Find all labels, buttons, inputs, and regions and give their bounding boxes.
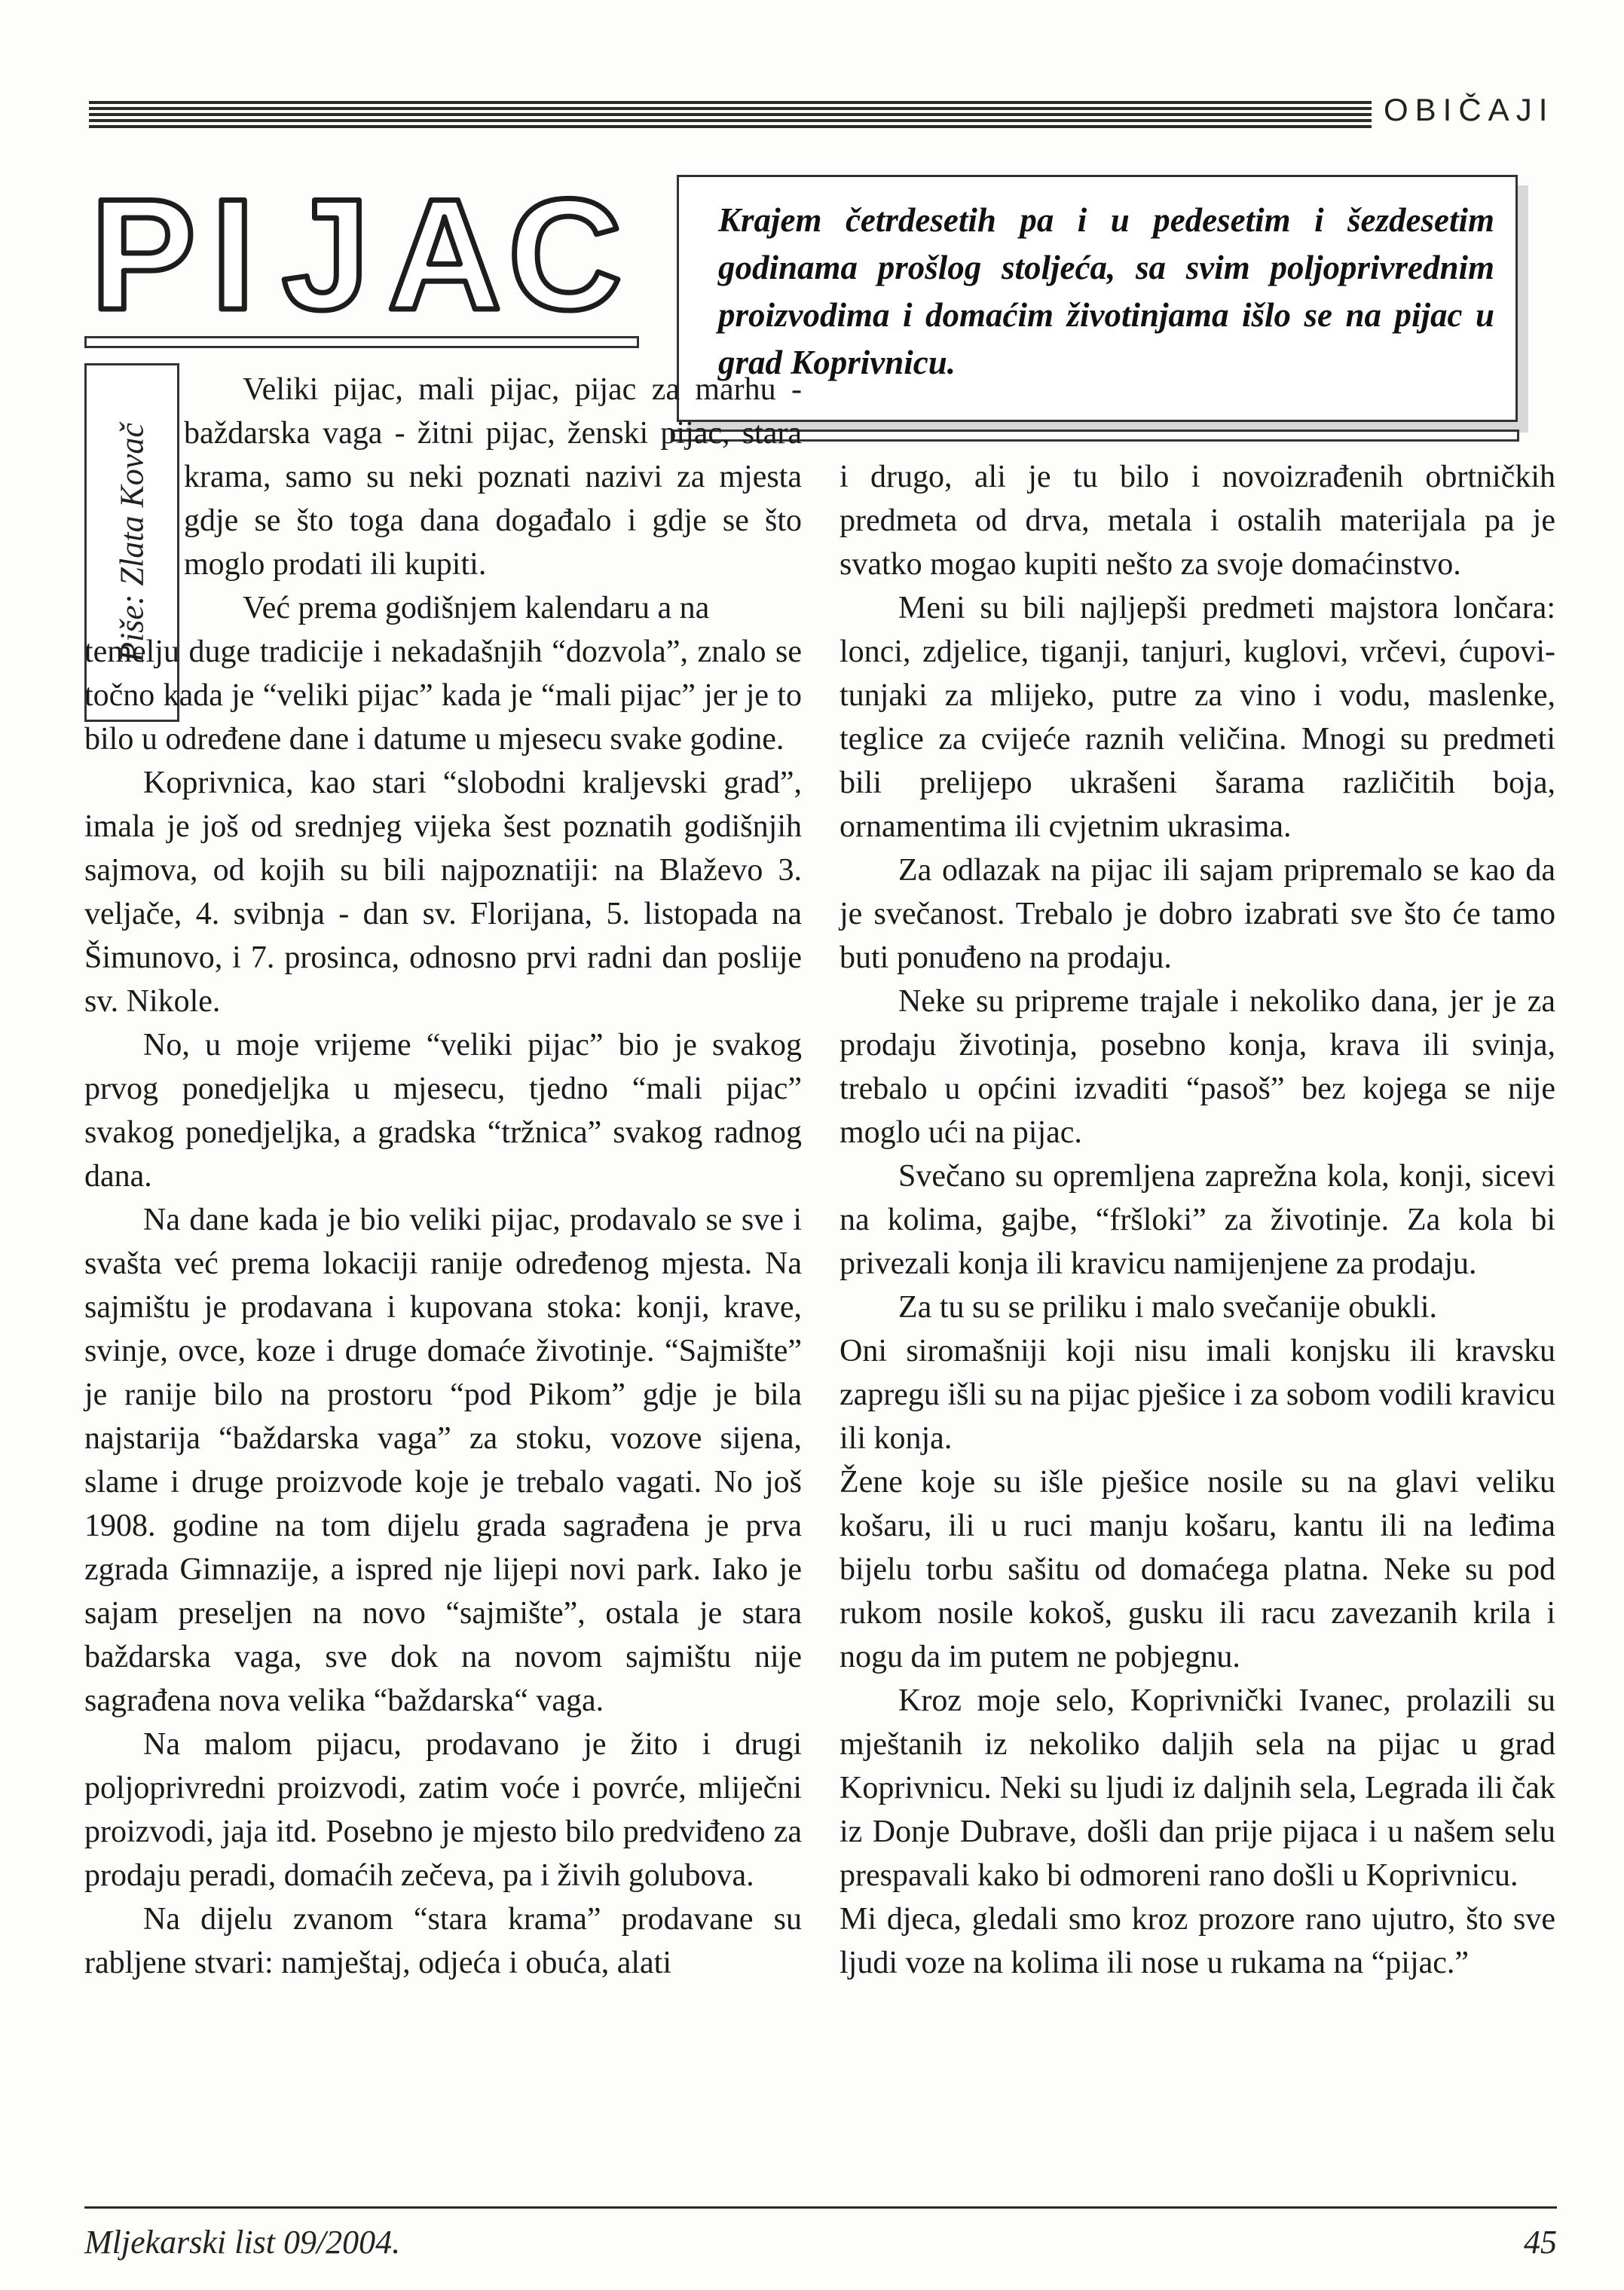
header-rule bbox=[89, 101, 1372, 128]
article-title bbox=[84, 158, 642, 336]
paragraph: Neke su pripreme trajale i nekoliko dana, jer je za prodaju životinja, posebno konja, krava ili svinja, trebalo u općini izvaditi “pasoš” bez kojega se nije moglo ući na pijac. bbox=[840, 984, 1555, 1150]
paragraph: Na malom pijacu, prodavano je žito i drugi poljoprivredni proizvodi, zatim voće i povrće, mliječni proizvodi, jaja itd. Posebno je mjesto bilo predviđeno za prodaju peradi, domaćih zečeva, pa i živih golubova. bbox=[84, 1727, 802, 1893]
byline: Piše: Zlata Kovač bbox=[113, 423, 151, 662]
publication-name: Mljekarski list 09/2004. bbox=[84, 2224, 401, 2261]
title-letter-j: J bbox=[282, 166, 370, 336]
paragraph: Svečano su opremljena zaprežna kola, konji, sicevi na kolima, gajbe, “fršloki” za životinje. Za kola bi privezali konja ili kravicu namijenjene za prodaju. bbox=[840, 1159, 1555, 1281]
paragraph: No, u moje vrijeme “veliki pijac” bio je svakog prvog ponedjeljka u mjesecu, tjedno “mali pijac” svakog ponedjeljka, a gradska “tržnica” svakog radnog dana. bbox=[84, 1028, 802, 1194]
paragraph: Oni siromašniji koji nisu imali konjsku ili kravsku zapregu išli su na pijac pješice i za sobom vodili kravicu ili konja. bbox=[840, 1334, 1555, 1456]
paragraph: Kroz moje selo, Koprivnički Ivanec, prolazili su mještanih iz nekoliko daljih sela na pijac u grad Koprivnicu. Neki su ljudi iz daljnih sela, Legrada ili čak iz Donje Dubrave, došli dan prije pijaca i u našem selu prespavali kako bi odmoreni rano došli u Koprivnicu. bbox=[840, 1683, 1555, 1893]
title-letter-i: I bbox=[211, 166, 255, 336]
right-column bbox=[840, 455, 1555, 1985]
title-underline bbox=[84, 336, 639, 348]
paragraph: Meni su bili najljepši predmeti majstora lončara: lonci, zdjelice, tiganji, tanjuri, kuglovi, vrčevi, ćupovi-tunjaki za mlijeko, putre za vino i vodu, maslenke, teglice za cvijeće raznih veličina. Mnogi su predmeti bili prelijepo ukrašeni šarama različitih boja, ornamentima ili cvjetnim ukrasima. bbox=[840, 591, 1555, 844]
paragraph: Za tu su se priliku i malo svečanije obukli. bbox=[898, 1290, 1438, 1325]
paragraph: Na dane kada je bio veliki pijac, prodavalo se sve i svašta već prema lokaciji ranije određenog mjesta. Na sajmištu je prodavana i kupovana stoka: konji, krave, svinje, ovce, koze i druge domaće životinje. “Sajmište” je ranije bilo na prostoru “pod Pikom” gdje je bila najstarija “baždarska vaga” za stoku, vozove sijena, slame i druge proizvode koje je trebalo vagati. No još 1908. godine na tom dijelu grada sagrađena je prva zgrada Gimnazije, a ispred nje lijepi novi park. Iako je sajam preseljen na novo “sajmište”, ostala je stara baždarska vaga, sve dok na novom sajmištu nije sagrađena nova velika “baždarska“ vaga. bbox=[84, 1203, 802, 1718]
left-column-intro bbox=[184, 368, 802, 630]
paragraph: Veliki pijac, mali pijac, pijac za marhu - baždarska vaga - žitni pijac, ženski pijac, stara krama, samo su neki poznati nazivi za mjesta gdje se što toga dana događalo i gdje se što moglo prodati ili kupiti. bbox=[184, 372, 802, 582]
footer-rule bbox=[84, 2206, 1557, 2209]
title-letter-p: P bbox=[90, 166, 197, 336]
section-label: OBIČAJI bbox=[1384, 92, 1555, 127]
title-letter-a: A bbox=[387, 166, 502, 336]
paragraph: Već prema godišnjem kalendaru a na bbox=[243, 591, 710, 625]
paragraph: Žene koje su išle pješice nosile su na glavi veliku košaru, ili u ruci manju košaru, kantu ili na leđima bijelu torbu sašitu od domaćega platna. Neke su pod rukom nosile kokoš, gusku ili racu zavezanih krila i nogu da im putem ne pobjegnu. bbox=[840, 1465, 1555, 1674]
lead-box bbox=[677, 175, 1518, 422]
paragraph: Mi djeca, gledali smo kroz prozore rano ujutro, što sve ljudi voze na kolima ili nose u rukama na “pijac.” bbox=[840, 1902, 1555, 1980]
paragraph: Na dijelu zvanom “stara krama” prodavane su rabljene stvari: namještaj, odjeća i obuća, alati bbox=[84, 1902, 802, 1980]
paragraph: Za odlazak na pijac ili sajam pripremalo se kao da je svečanost. Trebalo je dobro izabrati sve što će tamo buti ponuđeno na prodaju. bbox=[840, 853, 1555, 975]
left-column bbox=[84, 630, 802, 1985]
paragraph: i drugo, ali je tu bilo i novoizrađenih obrtničkih predmeta od drva, metala i ostalih materijala pa je svatko mogao kupiti nešto za svoje domaćinstvo. bbox=[840, 460, 1555, 582]
title-letter-c: C bbox=[508, 166, 622, 336]
lead-paragraph: Krajem četrdesetih pa i u pedesetim i šezdesetim godinama prošlog stoljeća, sa svim poljoprivrednim proizvodima i domaćim životinjama išlo se na pijac u grad Koprivnicu. bbox=[718, 201, 1494, 381]
page-number: 45 bbox=[1524, 2224, 1557, 2261]
paragraph: Koprivnica, kao stari “slobodni kraljevski grad”, imala je još od srednjeg vijeka šest poznatih godišnjih sajmova, od kojih su bili najpoznatiji: na Blaževo 3. veljače, 4. svibnja - dan sv. Florijana, 5. listopada na Šimunovo, i 7. prosinca, odnosno prvi radni dan poslije sv. Nikole. bbox=[84, 766, 802, 1019]
paragraph: temelju duge tradicije i nekadašnjih “dozvola”, znalo se točno kada je “veliki pijac” kada je “mali pijac” jer je to bilo u određene dane i datume u mjesecu svake godine. bbox=[84, 634, 802, 757]
